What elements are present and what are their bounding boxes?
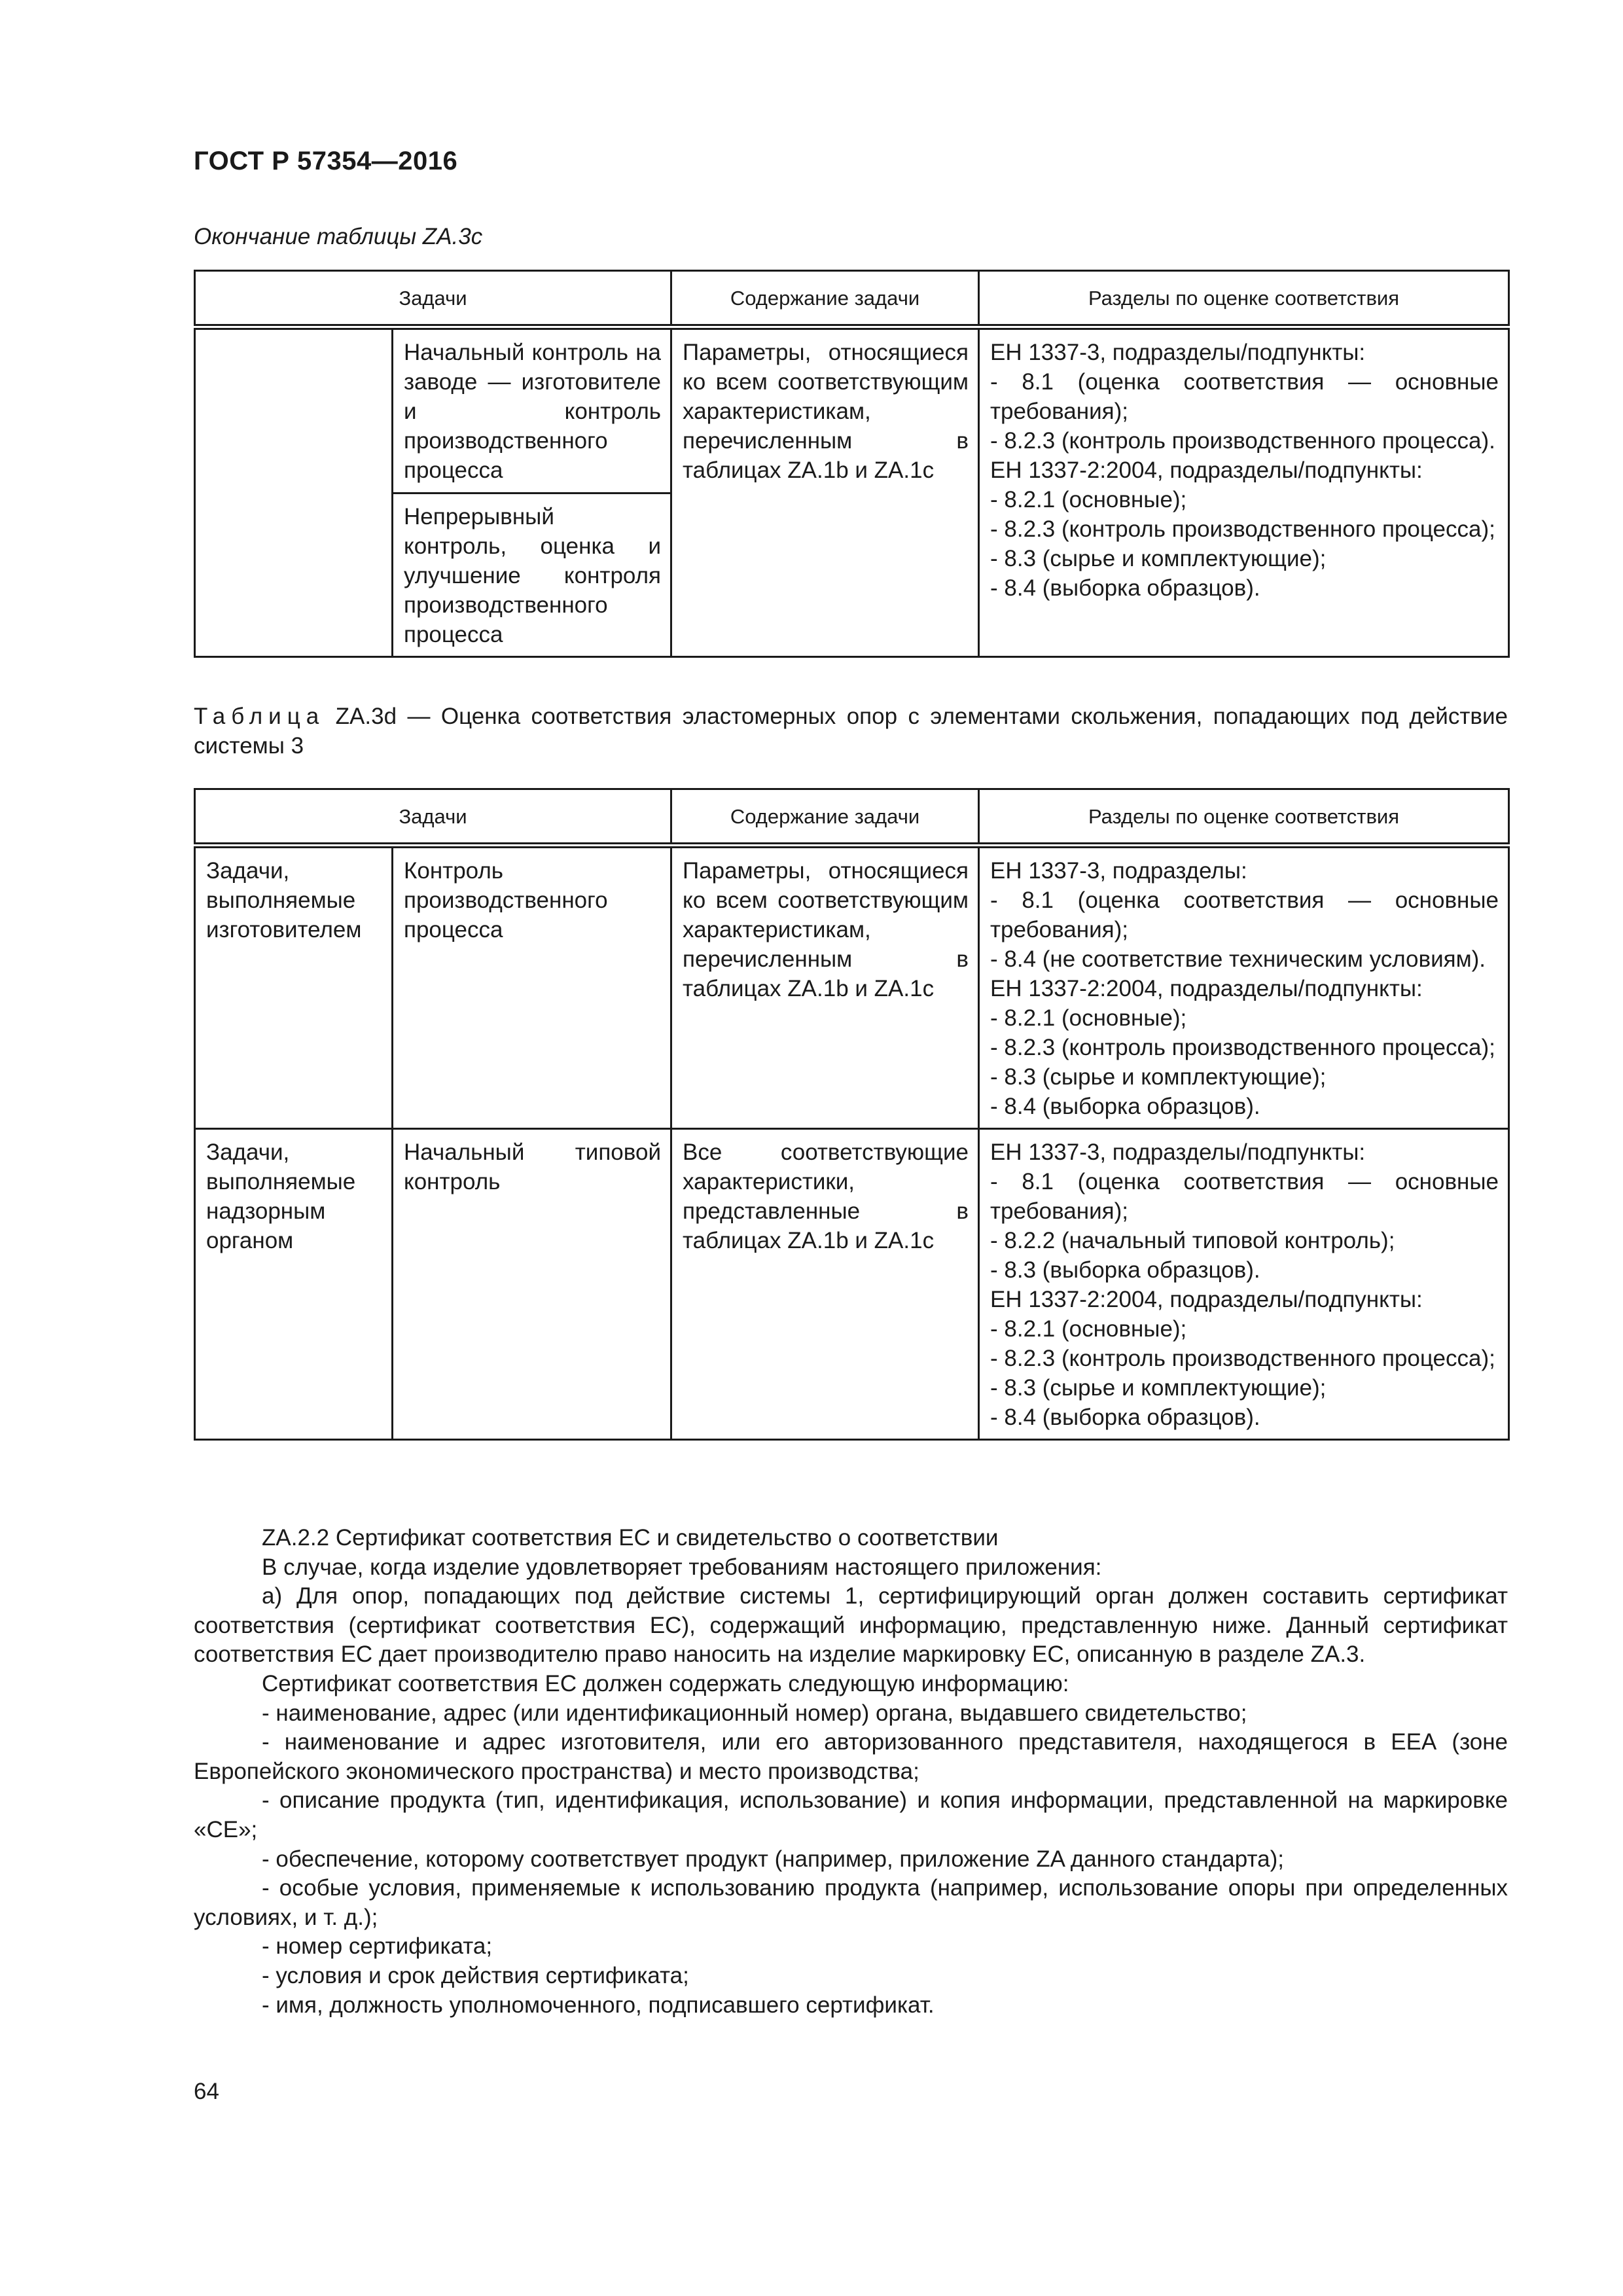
column-header-conformity-sections: Разделы по оценке соответствия (979, 271, 1509, 327)
section-line: - 8.2.3 (контроль производственного процесса); (990, 516, 1495, 542)
list-item: - условия и срок действия сертификата; (262, 1962, 689, 1988)
body-text (194, 1524, 1508, 2020)
task-group-cell: Задачи, выполняемые надзорным органом (195, 1129, 393, 1440)
paragraph: В случае, когда изделие удовлетворяет требованиям настоящего приложения: (262, 1554, 1102, 1580)
column-header-conformity-sections: Разделы по оценке соответствия (979, 789, 1509, 846)
section-line: - 8.2.2 (начальный типовой контроль); (990, 1228, 1395, 1253)
section-line: - 8.2.1 (основные); (990, 1316, 1187, 1342)
list-item: - особые условия, применяемые к использованию продукта (например, использование опоры при определенных условиях, и т. д.); (194, 1875, 1508, 1930)
table-row (195, 327, 1509, 493)
table-row (195, 846, 1509, 1129)
table-row (195, 1129, 1509, 1440)
task-group-cell: Задачи, выполняемые изготовителем (195, 846, 393, 1129)
task-content-cell: Параметры, относящиеся ко всем соответствующим характеристикам, перечисленным в таблицах ZA.1b и ZA.1c (671, 846, 979, 1129)
column-header-tasks: Задачи (195, 789, 671, 846)
paragraph: Сертификат соответствия ЕС должен содержать следующую информацию: (262, 1670, 1069, 1696)
conformity-sections-cell (979, 327, 1509, 657)
section-line: - 8.2.3 (контроль производственного процесса); (990, 1035, 1495, 1060)
table-title-text: ZA.3d — Оценка соответствия эластомерных опор с элементами скольжения, попадающих под действие системы 3 (194, 704, 1508, 759)
section-line: - 8.2.1 (основные); (990, 1005, 1187, 1031)
section-line: ЕН 1337-3, подразделы/подпункты: (990, 1139, 1366, 1165)
section-line: ЕН 1337-2:2004, подразделы/подпункты: (990, 457, 1423, 483)
section-line: - 8.3 (сырье и комплектующие); (990, 1064, 1327, 1090)
section-line: - 8.2.1 (основные); (990, 487, 1187, 512)
section-line: - 8.2.3 (контроль производственного процесса). (990, 428, 1495, 454)
section-line: ЕН 1337-2:2004, подразделы/подпункты: (990, 976, 1423, 1001)
section-heading: ZA.2.2 Сертификат соответствия ЕС и свидетельство о соответствии (262, 1525, 999, 1551)
table-label: Таблица (194, 704, 325, 729)
task-content-cell: Все соответствующие характеристики, представленные в таблицах ZA.1b и ZA.1c (671, 1129, 979, 1440)
table-za3d (194, 788, 1510, 1441)
column-header-tasks: Задачи (195, 271, 671, 327)
list-item: - описание продукта (тип, идентификация, использование) и копия информации, представленной на маркировке «СЕ»; (194, 1787, 1508, 1842)
paragraph: а) Для опор, попадающих под действие системы 1, сертифицирующий орган должен составить сертификат соответствия (сертификат соответствия ЕС), содержащий информацию, представленную ниже. Данный сертификат соответствия ЕС дает производителю право наносить на изделие маркировку ЕС, описанную в разделе ZA.3. (194, 1583, 1508, 1668)
section-line: - 8.3 (сырье и комплектующие); (990, 1375, 1327, 1401)
task-cell: Начальный контроль на заводе — изготовителе и контроль производственного процесса (393, 327, 671, 493)
section-line: - 8.2.3 (контроль производственного процесса); (990, 1346, 1495, 1371)
column-header-task-content: Содержание задачи (671, 789, 979, 846)
list-item: - номер сертификата; (262, 1933, 493, 1960)
task-cell: Контроль производственного процесса (393, 846, 671, 1129)
table-continuation-caption: Окончание таблицы ZA.3c (194, 224, 483, 249)
list-item: - наименование, адрес (или идентификационный номер) органа, выдавшего свидетельство; (262, 1700, 1247, 1726)
standard-code: ГОСТ Р 57354—2016 (194, 147, 458, 175)
section-line: ЕН 1337-2:2004, подразделы/подпункты: (990, 1287, 1423, 1312)
task-cell: Начальный типовой контроль (393, 1129, 671, 1440)
section-line: - 8.1 (оценка соответствия — основные требования); (990, 888, 1505, 942)
task-group-cell (195, 327, 393, 657)
list-item: - наименование и адрес изготовителя, или его авторизованного представителя, находящегося в ЕЕА (зоне Европейского экономического пространства) и место производства; (194, 1729, 1508, 1784)
section-line: - 8.4 (не соответствие техническим условиям). (990, 946, 1486, 972)
table-za3c-continued (194, 270, 1510, 658)
list-item: - обеспечение, которому соответствует продукт (например, приложение ZA данного стандарта); (262, 1846, 1284, 1872)
section-line: - 8.4 (выборка образцов). (990, 1094, 1260, 1119)
conformity-sections-cell (979, 1129, 1509, 1440)
section-line: - 8.1 (оценка соответствия — основные требования); (990, 1169, 1505, 1224)
table-za3d-title (194, 702, 1508, 761)
column-header-task-content: Содержание задачи (671, 271, 979, 327)
table-header-row (195, 789, 1509, 846)
list-item: - имя, должность уполномоченного, подписавшего сертификат. (262, 1992, 935, 2018)
task-content-cell: Параметры, относящиеся ко всем соответствующим характеристикам, перечисленным в таблицах ZA.1b и ZA.1c (671, 327, 979, 657)
section-line: ЕН 1337-3, подразделы/подпункты: (990, 340, 1366, 365)
task-cell: Непрерывный контроль, оценка и улучшение контроля производственного процесса (393, 493, 671, 657)
section-line: - 8.3 (сырье и комплектующие); (990, 546, 1327, 571)
section-line: ЕН 1337-3, подразделы: (990, 858, 1247, 884)
section-line: - 8.4 (выборка образцов). (990, 1405, 1260, 1430)
conformity-sections-cell (979, 846, 1509, 1129)
table-header-row (195, 271, 1509, 327)
section-line: - 8.1 (оценка соответствия — основные требования); (990, 369, 1505, 424)
page-number: 64 (194, 2079, 219, 2104)
section-line: - 8.3 (выборка образцов). (990, 1257, 1260, 1283)
section-line: - 8.4 (выборка образцов). (990, 575, 1260, 601)
